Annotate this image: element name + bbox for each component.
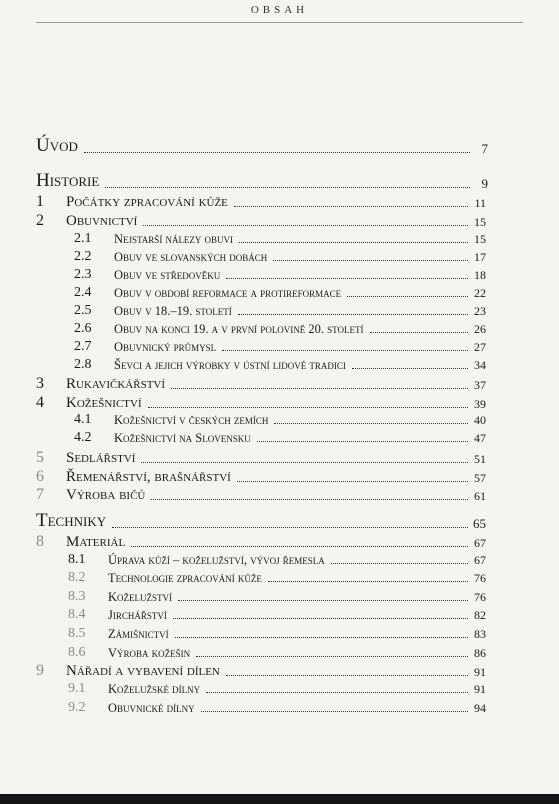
toc-entry-title: Obuv na konci 19. a v první polovině 20. století — [114, 322, 364, 336]
toc-entry — [68, 681, 486, 697]
toc-entry — [68, 589, 486, 605]
toc-entry-title: Koželužské dílny — [108, 682, 201, 696]
toc-entry — [74, 412, 486, 428]
dot-leader — [237, 480, 468, 482]
dot-leader — [226, 277, 468, 279]
dot-leader — [226, 674, 468, 676]
toc-entry — [74, 285, 486, 301]
toc-entry-title: Nářadí a vybavení dílen — [66, 663, 220, 679]
toc-entry — [36, 533, 486, 551]
toc-entry — [68, 570, 486, 586]
toc-entry-number: 2.8 — [74, 357, 92, 372]
dot-leader — [222, 349, 468, 351]
toc-entry-page-number: 18 — [474, 268, 486, 282]
dot-leader — [274, 422, 468, 424]
toc-entry-title: Obuvnické dílny — [108, 701, 195, 715]
toc-entry-title: Historie — [36, 170, 100, 191]
toc-entry-number: 2.3 — [74, 267, 92, 282]
toc-entry — [74, 267, 486, 283]
dot-leader — [347, 295, 468, 297]
toc-entry-title: Kožešnictví na Slovensku — [114, 431, 251, 445]
toc-entry — [36, 135, 488, 157]
toc-entry — [36, 468, 486, 486]
toc-entry-number: 3 — [36, 375, 44, 392]
toc-entry-page-number: 91 — [474, 665, 486, 679]
toc-entry-page-number: 61 — [474, 489, 486, 503]
toc-entry-title: Obuv v období reformace a protireformace — [114, 286, 342, 300]
toc-entry-page-number: 47 — [474, 431, 486, 445]
toc-entry-title: Jirchářství — [108, 608, 167, 622]
toc-entry-page-number: 39 — [474, 397, 486, 411]
toc-entry — [74, 430, 486, 446]
dot-leader — [257, 440, 468, 442]
toc-entry — [68, 607, 486, 623]
toc-entry-number: 8.6 — [68, 645, 86, 660]
scan-edge — [0, 794, 559, 804]
toc-entry-title: Výroba bičů — [66, 487, 146, 503]
toc-entry-title: Techniky — [36, 510, 107, 531]
toc-entry-number: 2.2 — [74, 249, 92, 264]
toc-entry-page-number: 11 — [474, 196, 486, 210]
toc-entry-page-number: 65 — [473, 516, 486, 531]
toc-entry-page-number: 27 — [474, 340, 486, 354]
toc-entry-title: Ševci a jejich výrobky v ústní lidové tradici — [114, 358, 346, 372]
dot-leader — [143, 224, 468, 226]
toc-entry-number: 4 — [36, 394, 44, 411]
toc-entry-title: Obuvnický průmysl — [114, 340, 217, 354]
toc-entry-number: 8.3 — [68, 589, 86, 604]
toc-entry-page-number: 26 — [474, 322, 486, 336]
toc-entry-number: 2.7 — [74, 339, 92, 354]
toc-entry-title: Kožešnictví — [66, 395, 142, 411]
dot-leader — [239, 241, 468, 243]
toc-entry-number: 2.6 — [74, 321, 92, 336]
toc-entry-page-number: 40 — [474, 413, 486, 427]
toc-entry-page-number: 51 — [474, 452, 486, 466]
toc-entry-number: 8.4 — [68, 607, 86, 622]
dot-leader — [352, 367, 468, 369]
toc-entry-number: 2.1 — [74, 231, 92, 246]
dot-leader — [105, 186, 470, 188]
toc-entry-page-number: 17 — [474, 250, 486, 264]
toc-entry — [74, 339, 486, 355]
toc-entry-number: 2 — [36, 212, 44, 229]
toc-entry-page-number: 22 — [474, 286, 486, 300]
toc-entry — [36, 662, 486, 680]
toc-entry — [36, 193, 486, 211]
toc-entry-number: 7 — [36, 486, 44, 503]
toc-entry-title: Nejstarší nálezy obuvi — [114, 232, 234, 246]
toc-entry-page-number: 67 — [474, 553, 486, 567]
toc-entry-title: Kožešnictví v českých zemích — [114, 413, 269, 427]
toc-entry-page-number: 82 — [474, 608, 486, 622]
toc-entry-page-number: 91 — [474, 682, 486, 696]
dot-leader — [206, 691, 468, 693]
toc-entry-number: 2.5 — [74, 303, 92, 318]
dot-leader — [84, 151, 470, 153]
dot-leader — [175, 636, 468, 638]
toc-entry — [36, 394, 486, 412]
toc-entry-page-number: 37 — [474, 378, 486, 392]
toc-entry-title: Obuv ve středověku — [114, 268, 221, 282]
toc-entry-page-number: 15 — [474, 232, 486, 246]
toc-entry-title: Koželužství — [108, 590, 173, 604]
toc-entry-title: Materiál — [66, 534, 126, 550]
toc-entry-number: 9.1 — [68, 681, 86, 696]
toc-entry-number: 1 — [36, 193, 44, 210]
toc-entry — [36, 170, 488, 192]
toc-entry-title: Obuv ve slovanských dobách — [114, 250, 268, 264]
toc-entry-title: Zámišnictví — [108, 627, 169, 641]
toc-entry — [74, 303, 486, 319]
toc-entry-number: 2.4 — [74, 285, 92, 300]
dot-leader — [131, 545, 468, 547]
toc-entry-page-number: 34 — [474, 358, 486, 372]
dot-leader — [268, 580, 468, 582]
toc-entry-number: 9.2 — [68, 700, 86, 715]
toc-entry-page-number: 76 — [474, 590, 486, 604]
dot-leader — [141, 461, 468, 463]
toc-entry-page-number: 67 — [474, 536, 486, 550]
toc-entry-page-number: 86 — [474, 646, 486, 660]
toc-entry-page-number: 7 — [481, 141, 488, 156]
toc-entry-number: 4.2 — [74, 430, 92, 445]
toc-entry-page-number: 76 — [474, 571, 486, 585]
toc-entry-title: Technologie zpracování kůže — [108, 571, 262, 585]
toc-entry-title: Rukavičkářství — [66, 376, 166, 392]
toc-entry-title: Výroba kožešin — [108, 646, 191, 660]
toc-entry-number: 5 — [36, 449, 44, 466]
toc-entry-title: Úprava kůží – koželužství, vývoj řemesla — [108, 553, 325, 567]
dot-leader — [201, 710, 468, 712]
toc-entry-number: 8 — [36, 533, 44, 550]
toc-entry — [36, 375, 486, 393]
dot-leader — [234, 205, 468, 207]
toc-entry-number: 8.2 — [68, 570, 86, 585]
toc-entry-page-number: 94 — [474, 701, 486, 715]
toc-entry — [36, 449, 486, 467]
dot-leader — [112, 526, 468, 528]
running-header: OBSAH — [250, 4, 309, 16]
dot-leader — [178, 599, 468, 601]
toc-entry — [36, 212, 486, 230]
toc-entry-number: 4.1 — [74, 412, 92, 427]
toc-entry-number: 6 — [36, 468, 44, 485]
dot-leader — [148, 406, 468, 408]
toc-entry — [68, 552, 486, 568]
dot-leader — [331, 562, 468, 564]
toc-entry-page-number: 15 — [474, 215, 486, 229]
toc-entry — [74, 357, 486, 373]
toc-entry-page-number: 83 — [474, 627, 486, 641]
toc-entry-title: Sedlářství — [66, 450, 136, 466]
toc-entry-page-number: 23 — [474, 304, 486, 318]
toc-entry-number: 8.1 — [68, 552, 86, 567]
toc-entry — [36, 486, 486, 504]
toc-entry-page-number: 9 — [481, 176, 488, 191]
toc-entry-page-number: 57 — [474, 471, 486, 485]
dot-leader — [370, 331, 468, 333]
toc-entry — [74, 321, 486, 337]
toc-entry — [68, 645, 486, 661]
toc-entry-number: 8.5 — [68, 626, 86, 641]
dot-leader — [196, 655, 468, 657]
toc-entry-title: Obuvnictví — [66, 213, 138, 229]
toc-entry — [74, 231, 486, 247]
dot-leader — [151, 498, 468, 500]
toc-entry-number: 9 — [36, 662, 44, 679]
toc-entry-title: Řemenářství, brašnářství — [66, 469, 231, 485]
dot-leader — [171, 387, 468, 389]
toc-entry — [68, 700, 486, 716]
toc-entry-title: Obuv v 18.–19. století — [114, 304, 232, 318]
dot-leader — [238, 313, 468, 315]
dot-leader — [173, 617, 468, 619]
toc-entry — [74, 249, 486, 265]
dot-leader — [273, 259, 468, 261]
toc-entry — [68, 626, 486, 642]
toc-entry-title: Úvod — [36, 135, 78, 156]
toc-entry — [36, 510, 486, 532]
toc-entry-title: Počátky zpracování kůže — [66, 194, 228, 210]
